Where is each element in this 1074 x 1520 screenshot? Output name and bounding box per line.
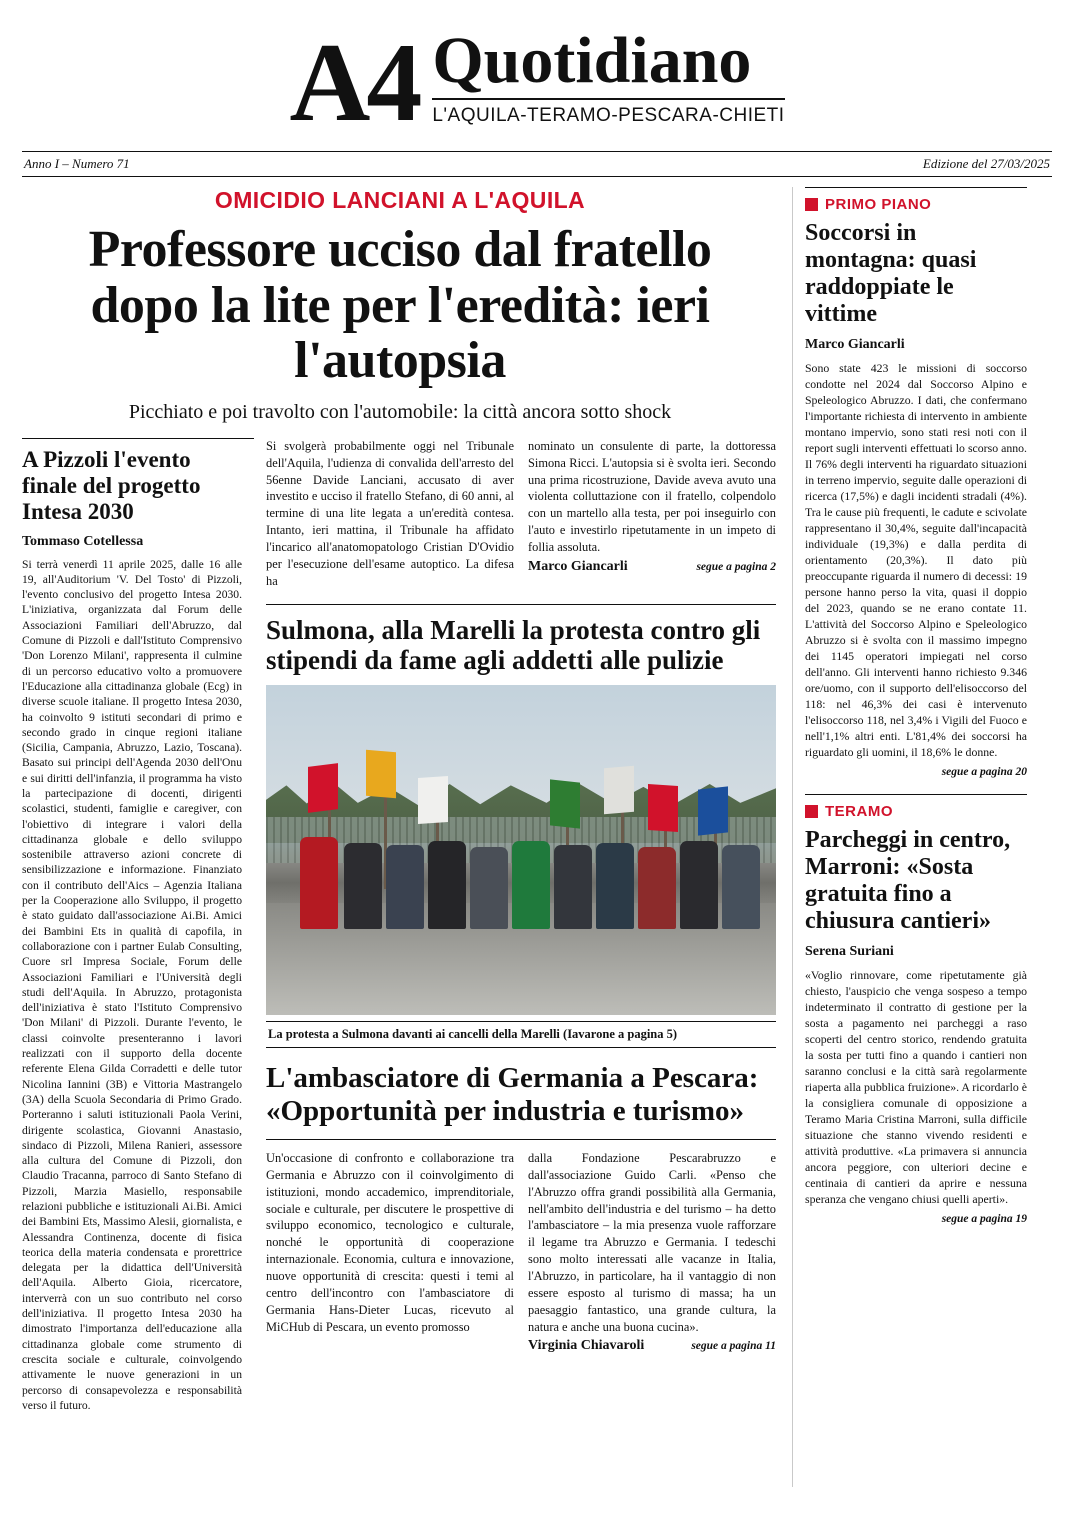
lead-subhead: Picchiato e poi travolto con l'automobile: la città ancora sotto shock <box>128 400 672 423</box>
rail-byline-teramo: Serena Suriani <box>805 943 894 959</box>
masthead <box>22 18 1052 145</box>
story-ambasciatore-headline: L'ambasciatore di Germania a Pescara: «Opportunità per industria e turismo» <box>266 1062 759 1127</box>
rail-item-primo-piano <box>805 187 1027 778</box>
lead-column-1: Si svolgerà probabilmente oggi nel Tribunale dell'Aquila, l'udienza di convalida dell'arresto del 56enne Davide Lanciani, accusato di aver investito e ucciso il fratello Stefano, di 60 anni, al termine di una lite legata a un'eredità contesa. Intanto, ieri mattina, il Tribunale ha affidato l'incarico all'anatomopatologo Cristian D'Ovidio per l'esecuzione dell'esame autoptico. La difesa ha <box>266 438 514 588</box>
story-ambasciatore-segue: segue a pagina 11 <box>691 1340 776 1353</box>
side-story-byline: Tommaso Cotellessa <box>22 533 144 549</box>
rail-headline-teramo: Parcheggi in centro, Marroni: «Sosta gratuita fino a chiusura cantieri» <box>805 827 1011 934</box>
story-ambasciatore-col-2: dalla Fondazione Pescarabruzzo e dall'associazione Guido Carli. «Penso che l'Abruzzo offra grandi possibilità alla Germania, nell'ambito dell'industria e del turismo – ha detto l'ambasciatore – la mia presenza vuole rafforzare il legame tra Abruzzo e Germania. I tedeschi sono molto interessati alle vacanze in Italia, l'Abruzzo, in particolare, ha il vantaggio di non essere esposto al turismo di massa; ha un paesaggio fantastico, una grande cultura, la natura e anche una buona cucina». <box>528 1151 776 1334</box>
lead-headline: Professore ucciso dal fratello dopo la lite per l'eredità: ieri l'autopsia <box>88 221 712 390</box>
rail-segue-teramo: segue a pagina 19 <box>941 1213 1027 1226</box>
protest-photo <box>266 685 776 1015</box>
vertical-divider <box>792 187 793 1487</box>
square-marker-icon <box>805 805 818 818</box>
rail-segue-primo-piano: segue a pagina 20 <box>941 766 1027 779</box>
square-marker-icon <box>805 198 818 211</box>
lead-column-2: nominato un consulente di parte, la dottoressa Simona Ricci. L'autopsia si è svolta ieri. Secondo una prima ricostruzione, Davide aveva avuto una violenta colluttazione con il fratello, colpendolo con un martello alla testa, per poi inseguirlo con l'auto e investirlo ripetutamente in un impeto di follia assoluta. <box>528 438 776 555</box>
rail-label-text: PRIMO PIANO <box>825 196 932 213</box>
rail-label-primo-piano <box>805 196 1027 213</box>
right-rail <box>805 187 1027 1487</box>
issue-number: Anno I – Numero 71 <box>24 156 130 171</box>
side-story-headline: A Pizzoli l'evento finale del progetto Intesa 2030 <box>22 446 201 525</box>
rail-spacer <box>805 778 1027 794</box>
rail-body-primo-piano: Sono state 423 le missioni di soccorso condotte nel 2024 dal Soccorso Alpino e Speleologico Abruzzo. I dati, che confermano l'importante richiesta di intervento in ambiente montano impervio, sono stati resi noti con il report sugli interventi effettuati lo scorso anno. Il 76% degli interventi ha riguardato situazioni in terreno impervio, seguite dalle operazioni di ricerca (17,5%) e dagli incidenti stradali (4%). Tra le cause più frequenti, le cadute e scivolate rappresentano il 30,4%, seguite dall'incapacità individuale (19,3%) e dalla perdita di orientamento (20,3%). Il dato più preoccupante riguarda il numero di decessi: 19 persone hanno perso la vita, quasi il doppio del 2023, quando se ne erano contate 11. L'attività del Soccorso Alpino e Speleologico Abruzzo si è svolta con il massimo impegno dei 1145 operatori impiegati nel corso dell'anno. Gli interventi hanno richiesto 9.346 ore/uomo, con il supporto dell'elisoccorso del 118: nel 46,3% dei casi è intervenuto l'elisoccorso 118, nel 3,4% i Vigili del Fuoco e nell'1,1% altri enti. L'81,4% dei soccorsi ha riguardato gli uomini, il 18,6% le donne. <box>805 360 1027 760</box>
photo-caption: La protesta a Sulmona davanti ai cancelli della Marelli (Iavarone a pagina 5) <box>266 1021 776 1048</box>
page-grid <box>22 187 1052 1487</box>
photo-crowd <box>266 797 776 929</box>
rail-body-teramo: «Voglio rinnovare, come ripetutamente già chiesto, l'auspicio che venga sospeso a tempo indeterminato il contratto di gestione per la sosta a pagamento nei parcheggi a raso scoperti del centro storico, rendendo gratuita la sosta per tutti fino a quando i cantieri non saranno conclusi e la città sarà regolarmente riaperta alla pubblica fruizione». A ricordarlo è la consigliera comunale di opposizione a Teramo Maria Cristina Marroni, sulla difficile situazione che stanno vivendo residenti e attività produttive. «La primavera si annuncia ancora peggiore, con ulteriori decine e centinaia di cantieri da aprire e nessuna speranza che vengano chiusi quelli aperti». <box>805 967 1027 1207</box>
issue-infobar <box>22 151 1052 177</box>
rail-item-teramo <box>805 794 1027 1225</box>
story-sulmona-photo <box>266 685 776 1048</box>
main-content <box>22 187 792 1487</box>
masthead-logo: A4 <box>289 20 419 145</box>
story-ambasciatore-col-1: Un'occasione di confronto e collaborazione tra Germania e Abruzzo con il coinvolgimento di istituzioni, mondo accademico, imprenditoriale, sociale e culturale, per discutere le prospettive di sviluppo economico, tecnologico e culturale, nonché le opportunità di cooperazione internazionale. Economia, cultura e innovazione, nuove opportunità di crescita: questi i temi al centro dell'incontro con l'ambasciatore di Germania Hans-Dieter Lucas, ricevuto al MiCHub di Pescara, un evento promosso <box>266 1151 514 1334</box>
story-ambasciatore <box>266 1062 776 1354</box>
side-story <box>22 438 254 1413</box>
lead-segue: segue a pagina 2 <box>696 560 776 573</box>
lead-text-columns <box>266 438 776 590</box>
masthead-rule <box>432 98 784 100</box>
rail-headline-primo-piano: Soccorsi in montagna: quasi raddoppiate le vittime <box>805 220 977 327</box>
story-sulmona <box>266 604 776 1048</box>
lead-body-block <box>266 438 776 1413</box>
rail-byline-primo-piano: Marco Giancarli <box>805 336 905 352</box>
lead-byline: Marco Giancarli <box>528 558 628 574</box>
rail-label-text: TERAMO <box>825 803 893 821</box>
story-ambasciatore-columns <box>266 1139 776 1354</box>
lead-columns <box>22 438 778 1413</box>
masthead-title: Quotidiano <box>432 24 752 97</box>
rail-label-teramo <box>805 803 1027 820</box>
lead-kicker: OMICIDIO LANCIANI A L'AQUILA <box>214 187 586 213</box>
story-ambasciatore-byline: Virginia Chiavaroli <box>528 1338 645 1354</box>
side-story-body: Si terrà venerdì 11 aprile 2025, dalle 16 alle 19, all'Auditorium 'V. Del Tosto' di Pizzoli, l'evento conclusivo del progetto Intesa 2030. L'iniziativa, organizzata dal Forum delle Associazioni Familiari dell'Abruzzo, dal Comune di Pizzoli e dall'Istituto Comprensivo 'Don Lorenzo Milani', rappresenta il culmine di un percorso educativo volto a promuovere l'Educazione alla cittadinanza globale (Ecg) in diverse scuole italiane. Il progetto Intesa 2030, ha coinvolto 9 istituti secondari di primo e secondo grado in cinque regioni italiane (Sicilia, Campania, Abruzzo, Lazio, Toscana). Basato sui principi dell'Agenda 2030 dell'Onu e sui diritti dell'infanzia, il programma ha visto la partecipazione di docenti, dirigenti scolastici, studenti, famiglie e caregiver, con l'obiettivo di integrare i valori della cittadinanza globale e dello sviluppo sostenibile attraverso azioni concrete di sensibilizzazione e informazione. Finanziato con il contributo dell'Aics – Agenzia Italiana per la Cooperazione allo Sviluppo, il progetto è stato guidato dall'associazione Ai.Bi. Amici dei Bambini Ets in qualità di capofila, in collaborazione con i partner Eulab Consulting, Cuore srl Impresa Sociale, Forum delle Associazioni Familiari e l'Università degli studi dell'Aquila. In Abruzzo, protagonista dell'iniziativa è stato l'Istituto Comprensivo 'Don Milani' di Pizzoli. Durante l'evento, le classi coinvolte presenteranno i lavori realizzati con il supporto della docente referente Elena Gilda Corradetti e delle tutor Nicolina Iannini (3B) e Vittoria Mastrangelo (3A) della Scuola Secondaria di Primo Grado. Porteranno i saluti istituzionali Paola Verini, dirigente scolastica, Giovanni Anastasio, sindaco di Pizzoli, Milena Ranieri, assessore alla cultura del Comune di Pizzoli, don Claudio Tracanna, parroco di Santo Stefano di Pizzoli, Marzia Masiello, responsabile relazioni pubbliche e istituzionali Ai.Bi. Amici dei Bambini Ets, Massimo Alesii, giornalista, e Alessandra Continenza, docente di fisica teorica della materia condensata e prorettrice delegata per la didattica dell'Università dell'Aquila. Alberto Gioia, ricercatore, interverrà con un suo contributo nel corso dell'iniziativa. Il progetto Intesa 2030 ha dimostrato l'importanza dell'educazione alla cittadinanza globale come strumento di crescita sociale e culturale, coinvolgendo attivamente le nuove generazioni in un percorso di consapevolezza e responsabilità verso il futuro. <box>22 557 242 1412</box>
story-sulmona-headline: Sulmona, alla Marelli la protesta contro gli stipendi da fame agli addetti alle pulizie <box>266 614 761 675</box>
masthead-subtitle: L'AQUILA-TERAMO-PESCARA-CHIETI <box>432 105 785 126</box>
issue-date: Edizione del 27/03/2025 <box>922 156 1050 171</box>
